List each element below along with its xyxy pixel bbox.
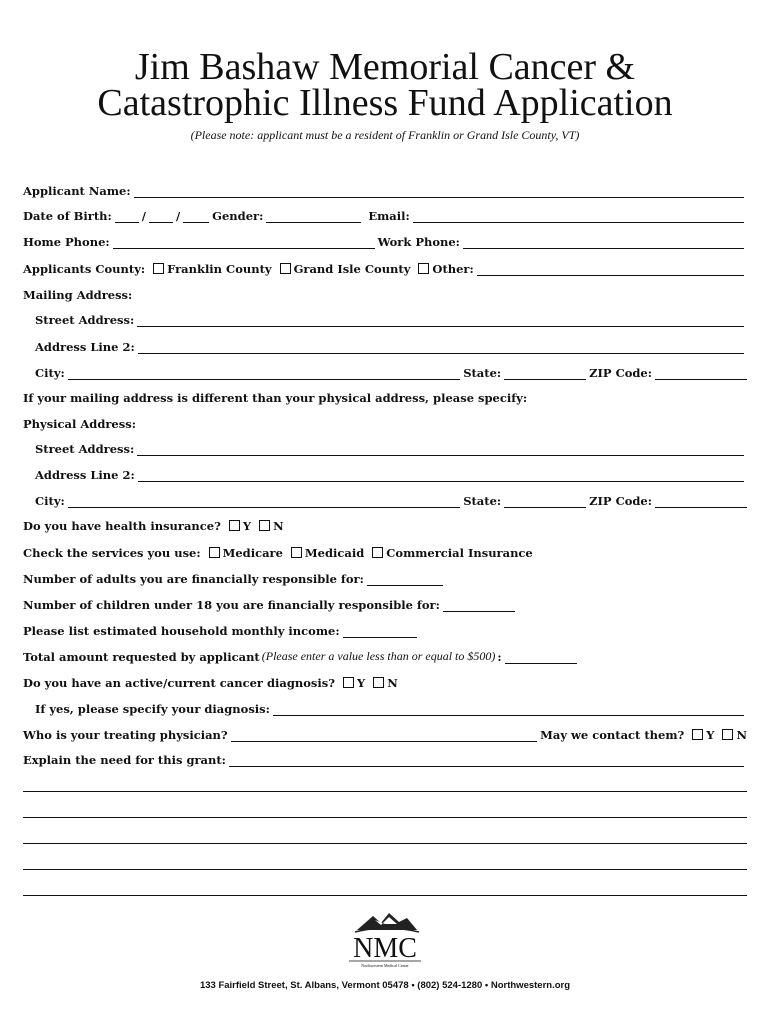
mailing-city-label: City:: [35, 366, 65, 380]
form-subtitle: (Please note: applicant must be a resident of Franklin or Grand Isle County, VT): [190, 128, 580, 142]
dob-label: Date of Birth:: [23, 209, 112, 223]
applicant-name-row: [23, 182, 747, 198]
total-amount-row: [23, 648, 747, 664]
gender-label: Gender:: [212, 209, 264, 223]
medicaid-checkbox[interactable]: [291, 547, 302, 558]
other-county-field[interactable]: [477, 263, 744, 276]
county-row: [23, 260, 747, 276]
specify-diagnosis-field[interactable]: [273, 703, 744, 716]
mailing-city-field[interactable]: [68, 367, 460, 380]
contact-label: May we contact them?: [540, 728, 685, 742]
physical-street-label: Street Address:: [35, 442, 135, 456]
explain-row: [23, 751, 747, 767]
mailing-city-row: [35, 364, 747, 380]
mailing-line2-row: [35, 338, 747, 354]
county-label: Applicants County:: [23, 262, 146, 276]
children-field[interactable]: [443, 599, 515, 612]
services-label: Check the services you use:: [23, 546, 201, 560]
other-county-label: Other:: [432, 262, 474, 276]
dob-day-field[interactable]: [149, 210, 173, 223]
email-field[interactable]: [413, 210, 744, 223]
applicant-name-label: Applicant Name:: [23, 184, 131, 198]
explain-line[interactable]: [23, 817, 747, 818]
physical-line2-label: Address Line 2:: [35, 468, 135, 482]
form-title-line2: Catastrophic Illness Fund Application: [97, 82, 673, 124]
medicaid-label: Medicaid: [304, 546, 365, 560]
mailing-state-label: State:: [463, 366, 502, 380]
physical-street-field[interactable]: [137, 443, 744, 456]
applicant-name-field[interactable]: [134, 185, 744, 198]
cancer-diagnosis-yes-label: Y: [357, 676, 366, 690]
mailing-address-label: Mailing Address:: [23, 288, 133, 302]
explain-field[interactable]: [229, 754, 744, 767]
mailing-state-field[interactable]: [504, 367, 586, 380]
physical-city-label: City:: [35, 494, 65, 508]
physical-state-field[interactable]: [504, 495, 586, 508]
specify-diagnosis-row: [35, 700, 747, 716]
physical-zip-label: ZIP Code:: [589, 494, 652, 508]
contact-yes-checkbox[interactable]: [692, 729, 703, 740]
health-insurance-row: [23, 517, 747, 533]
dob-row: [23, 207, 747, 223]
form-title-line1: Jim Bashaw Memorial Cancer &: [134, 46, 636, 88]
cancer-diagnosis-label: Do you have an active/current cancer diagnosis?: [23, 676, 335, 690]
income-label: Please list estimated household monthly income:: [23, 624, 340, 638]
logo-text: NMC: [353, 933, 417, 964]
cancer-diagnosis-row: [23, 674, 747, 690]
explain-line[interactable]: [23, 791, 747, 792]
physician-label: Who is your treating physician?: [23, 728, 228, 742]
physical-city-field[interactable]: [68, 495, 460, 508]
physician-row: [23, 726, 747, 742]
adults-label: Number of adults you are financially responsible for:: [23, 572, 364, 586]
footer-contact: 133 Fairfield Street, St. Albans, Vermont 05478 • (802) 524-1280 • Northwestern.org: [199, 980, 571, 991]
different-address-label: If your mailing address is different than your physical address, please specify:: [23, 391, 528, 405]
dob-year-field[interactable]: [183, 210, 209, 223]
mountain-logo-icon: [335, 910, 435, 970]
explain-line[interactable]: [23, 895, 747, 896]
mailing-zip-field[interactable]: [655, 367, 747, 380]
work-phone-label: Work Phone:: [377, 235, 460, 249]
cancer-diagnosis-no-checkbox[interactable]: [373, 677, 384, 688]
total-amount-colon: :: [497, 650, 502, 664]
mailing-line2-label: Address Line 2:: [35, 340, 135, 354]
home-phone-field[interactable]: [113, 236, 375, 249]
grand-isle-county-checkbox[interactable]: [280, 263, 291, 274]
gender-field[interactable]: [266, 210, 361, 223]
different-address-row: [23, 389, 747, 405]
physical-zip-field[interactable]: [655, 495, 747, 508]
mailing-zip-label: ZIP Code:: [589, 366, 652, 380]
children-row: [23, 596, 747, 612]
children-label: Number of children under 18 you are financially responsible for:: [23, 598, 440, 612]
nmc-logo: [335, 910, 435, 970]
mailing-address-row: [23, 286, 747, 302]
cancer-diagnosis-no-label: N: [387, 676, 398, 690]
services-row: [23, 544, 747, 560]
health-insurance-yes-checkbox[interactable]: [229, 520, 240, 531]
health-insurance-label: Do you have health insurance?: [23, 519, 221, 533]
mailing-street-row: [35, 311, 747, 327]
franklin-county-checkbox[interactable]: [153, 263, 164, 274]
grand-isle-county-label: Grand Isle County: [293, 262, 411, 276]
email-label: Email:: [368, 209, 410, 223]
adults-row: [23, 570, 747, 586]
commercial-insurance-label: Commercial Insurance: [386, 546, 533, 560]
commercial-insurance-checkbox[interactable]: [372, 547, 383, 558]
work-phone-field[interactable]: [463, 236, 744, 249]
total-amount-field[interactable]: [505, 651, 577, 664]
adults-field[interactable]: [367, 573, 443, 586]
franklin-county-label: Franklin County: [167, 262, 272, 276]
physical-state-label: State:: [463, 494, 502, 508]
physical-address-label: Physical Address:: [23, 417, 136, 431]
home-phone-label: Home Phone:: [23, 235, 110, 249]
total-amount-note: (Please enter a value less than or equal to $500): [261, 649, 496, 663]
explain-label: Explain the need for this grant:: [23, 753, 226, 767]
dob-separator: /: [175, 209, 181, 223]
contact-no-checkbox[interactable]: [722, 729, 733, 740]
dob-separator: /: [141, 209, 146, 223]
physical-street-row: [35, 440, 747, 456]
mailing-street-label: Street Address:: [35, 313, 135, 327]
explain-line[interactable]: [23, 843, 747, 844]
total-amount-label: Total amount requested by applicant: [23, 650, 260, 664]
medicare-label: Medicare: [222, 546, 283, 560]
cancer-diagnosis-yes-checkbox[interactable]: [343, 677, 354, 688]
physical-line2-field[interactable]: [138, 469, 744, 482]
physician-field[interactable]: [231, 729, 538, 742]
specify-diagnosis-label: If yes, please specify your diagnosis:: [35, 702, 270, 716]
dob-month-field[interactable]: [115, 210, 139, 223]
phone-row: [23, 233, 747, 249]
physical-line2-row: [35, 466, 747, 482]
logo-subtext: Northwestern Medical Center: [361, 963, 409, 968]
health-insurance-no-checkbox[interactable]: [259, 520, 270, 531]
explain-line[interactable]: [23, 869, 747, 870]
physical-address-row: [23, 415, 747, 431]
health-insurance-yes-label: Y: [242, 519, 252, 533]
mailing-line2-field[interactable]: [138, 341, 744, 354]
contact-yes-label: Y: [706, 728, 715, 742]
other-county-checkbox[interactable]: [418, 263, 429, 274]
health-insurance-no-label: N: [273, 519, 284, 533]
medicare-checkbox[interactable]: [209, 547, 220, 558]
contact-no-label: N: [736, 728, 747, 742]
income-field[interactable]: [343, 625, 417, 638]
physical-city-row: [35, 492, 747, 508]
income-row: [23, 622, 747, 638]
mailing-street-field[interactable]: [137, 314, 744, 327]
